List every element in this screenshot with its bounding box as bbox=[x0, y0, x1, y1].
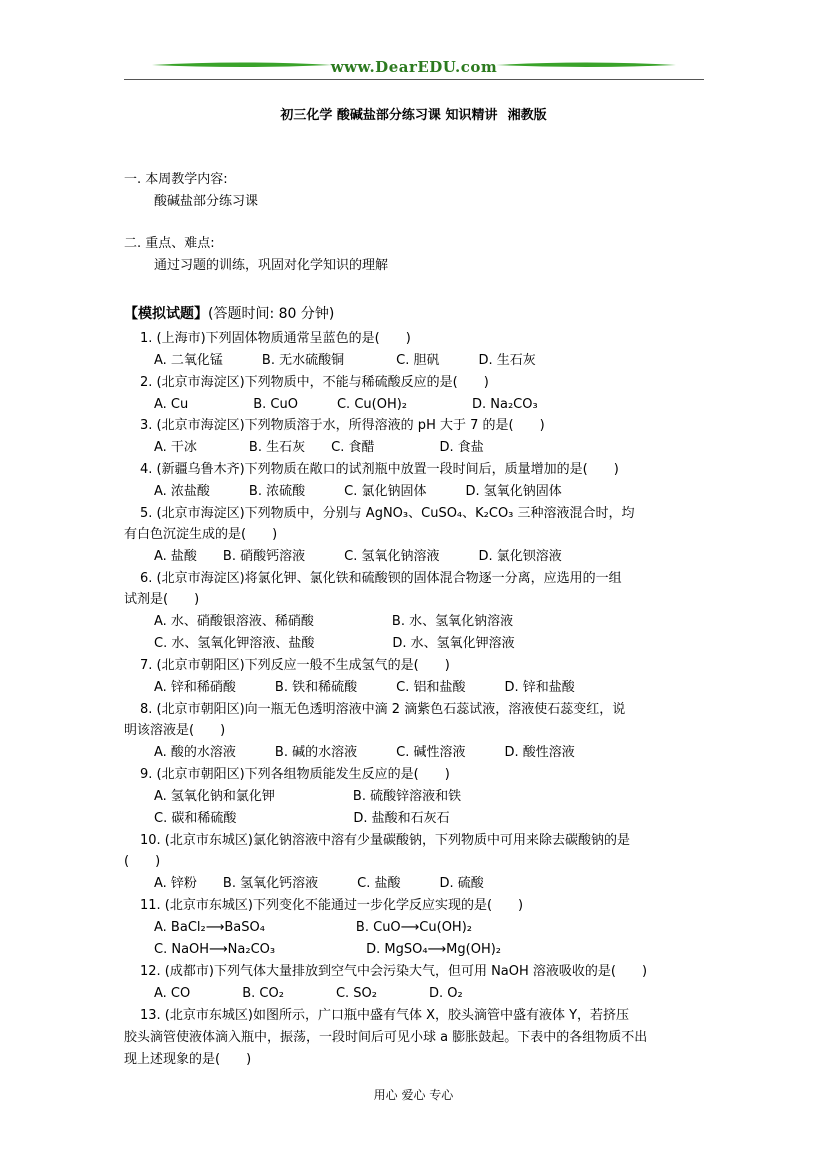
exam-heading-label: 【模拟试题】 bbox=[124, 306, 208, 322]
list-item: A. BaCl₂⟶BaSO₄ B. CuO⟶Cu(OH)₂ bbox=[154, 920, 472, 935]
list-item: 10. (北京市东城区)氯化钠溶液中溶有少量碳酸钠，下列物质中可用来除去碳酸钠的是 bbox=[140, 833, 630, 848]
list-item: C. 碳和稀硫酸 D. 盐酸和石灰石 bbox=[154, 811, 450, 826]
list-item: 胶头滴管使液体滴入瓶中，振荡，一段时间后可见小球 a 膨胀鼓起。下表中的各组物质不出 bbox=[124, 1030, 648, 1045]
list-item: 明该溶液是( ) bbox=[124, 723, 226, 738]
site-logo-banner bbox=[124, 54, 704, 82]
list-item: A. 氢氧化钠和氯化钾 B. 硫酸锌溶液和铁 bbox=[154, 789, 462, 804]
list-item: A. 盐酸 B. 硝酸钙溶液 C. 氢氧化钠溶液 D. 氯化钡溶液 bbox=[154, 549, 562, 564]
list-item: 13. (北京市东城区)如图所示，广口瓶中盛有气体 X，胶头滴管中盛有液体 Y，若挤压 bbox=[140, 1008, 630, 1023]
exam-heading bbox=[124, 306, 334, 322]
section2-body: 通过习题的训练，巩固对化学知识的理解 bbox=[154, 258, 389, 273]
list-item: 7. (北京市朝阳区)下列反应一般不生成氢气的是( ) bbox=[140, 658, 450, 673]
list-item: 6. (北京市海淀区)将氯化钾、氯化铁和硫酸钡的固体混合物逐一分离，应选用的一组 bbox=[140, 571, 622, 586]
list-item: 试剂是( ) bbox=[124, 592, 200, 607]
list-item: 5. (北京市海淀区)下列物质中，分别与 AgNO₃、CuSO₄、K₂CO₃ 三种溶液混合时，均 bbox=[140, 506, 635, 521]
list-item: A. CO B. CO₂ C. SO₂ D. O₂ bbox=[154, 986, 463, 1001]
list-item: 9. (北京市朝阳区)下列各组物质能发生反应的是( ) bbox=[140, 767, 450, 782]
list-item: C. 水、氢氧化钾溶液、盐酸 D. 水、氢氧化钾溶液 bbox=[154, 636, 515, 651]
list-item: A. 酸的水溶液 B. 碱的水溶液 C. 碱性溶液 D. 酸性溶液 bbox=[154, 745, 575, 760]
title-main: 初三化学 酸碱盐部分练习课 知识精讲 bbox=[280, 108, 498, 123]
list-item: 有白色沉淀生成的是( ) bbox=[124, 527, 278, 542]
list-item: A. 浓盐酸 B. 浓硫酸 C. 氯化钠固体 D. 氢氧化钠固体 bbox=[154, 484, 562, 499]
header-divider bbox=[124, 79, 704, 80]
page-footer: 用心 爱心 专心 bbox=[373, 1088, 454, 1102]
list-item: 1. (上海市)下列固体物质通常呈蓝色的是( ) bbox=[140, 331, 411, 346]
exam-time: (答题时间: 80 分钟) bbox=[208, 306, 335, 322]
logo-text: www.DearEDU.com bbox=[330, 58, 498, 76]
list-item: 3. (北京市海淀区)下列物质溶于水，所得溶液的 pH 大于 7 的是( ) bbox=[140, 418, 545, 433]
list-item: ( ) bbox=[124, 854, 161, 869]
list-item: 现上述现象的是( ) bbox=[124, 1052, 252, 1067]
list-item: 12. (成都市)下列气体大量排放到空气中会污染大气，但可用 NaOH 溶液吸收的是( ) bbox=[140, 964, 648, 979]
list-item: A. 水、硝酸银溶液、稀硝酸 B. 水、氢氧化钠溶液 bbox=[154, 614, 514, 629]
list-item: A. 干冰 B. 生石灰 C. 食醋 D. 食盐 bbox=[154, 440, 484, 455]
list-item: 2. (北京市海淀区)下列物质中，不能与稀硫酸反应的是( ) bbox=[140, 375, 489, 390]
section1-heading: 一. 本周教学内容: bbox=[124, 172, 228, 187]
list-item: 4. (新疆乌鲁木齐)下列物质在敞口的试剂瓶中放置一段时间后，质量增加的是( ) bbox=[140, 462, 619, 477]
list-item: 11. (北京市东城区)下列变化不能通过一步化学反应实现的是( ) bbox=[140, 898, 524, 913]
section2-heading: 二. 重点、难点: bbox=[124, 236, 215, 251]
page-title bbox=[0, 104, 827, 123]
list-item: A. 锌和稀硝酸 B. 铁和稀硫酸 C. 铝和盐酸 D. 锌和盐酸 bbox=[154, 680, 575, 695]
list-item: 8. (北京市朝阳区)向一瓶无色透明溶液中滴 2 滴紫色石蕊试液，溶液使石蕊变红，说 bbox=[140, 702, 626, 717]
title-edition: 湘教版 bbox=[507, 108, 547, 123]
list-item: A. 二氧化锰 B. 无水硫酸铜 C. 胆矾 D. 生石灰 bbox=[154, 353, 536, 368]
list-item: A. 锌粉 B. 氢氧化钙溶液 C. 盐酸 D. 硫酸 bbox=[154, 876, 484, 891]
section1-body: 酸碱盐部分练习课 bbox=[154, 194, 259, 209]
list-item: C. NaOH⟶Na₂CO₃ D. MgSO₄⟶Mg(OH)₂ bbox=[154, 942, 502, 957]
list-item: A. Cu B. CuO C. Cu(OH)₂ D. Na₂CO₃ bbox=[154, 397, 538, 412]
